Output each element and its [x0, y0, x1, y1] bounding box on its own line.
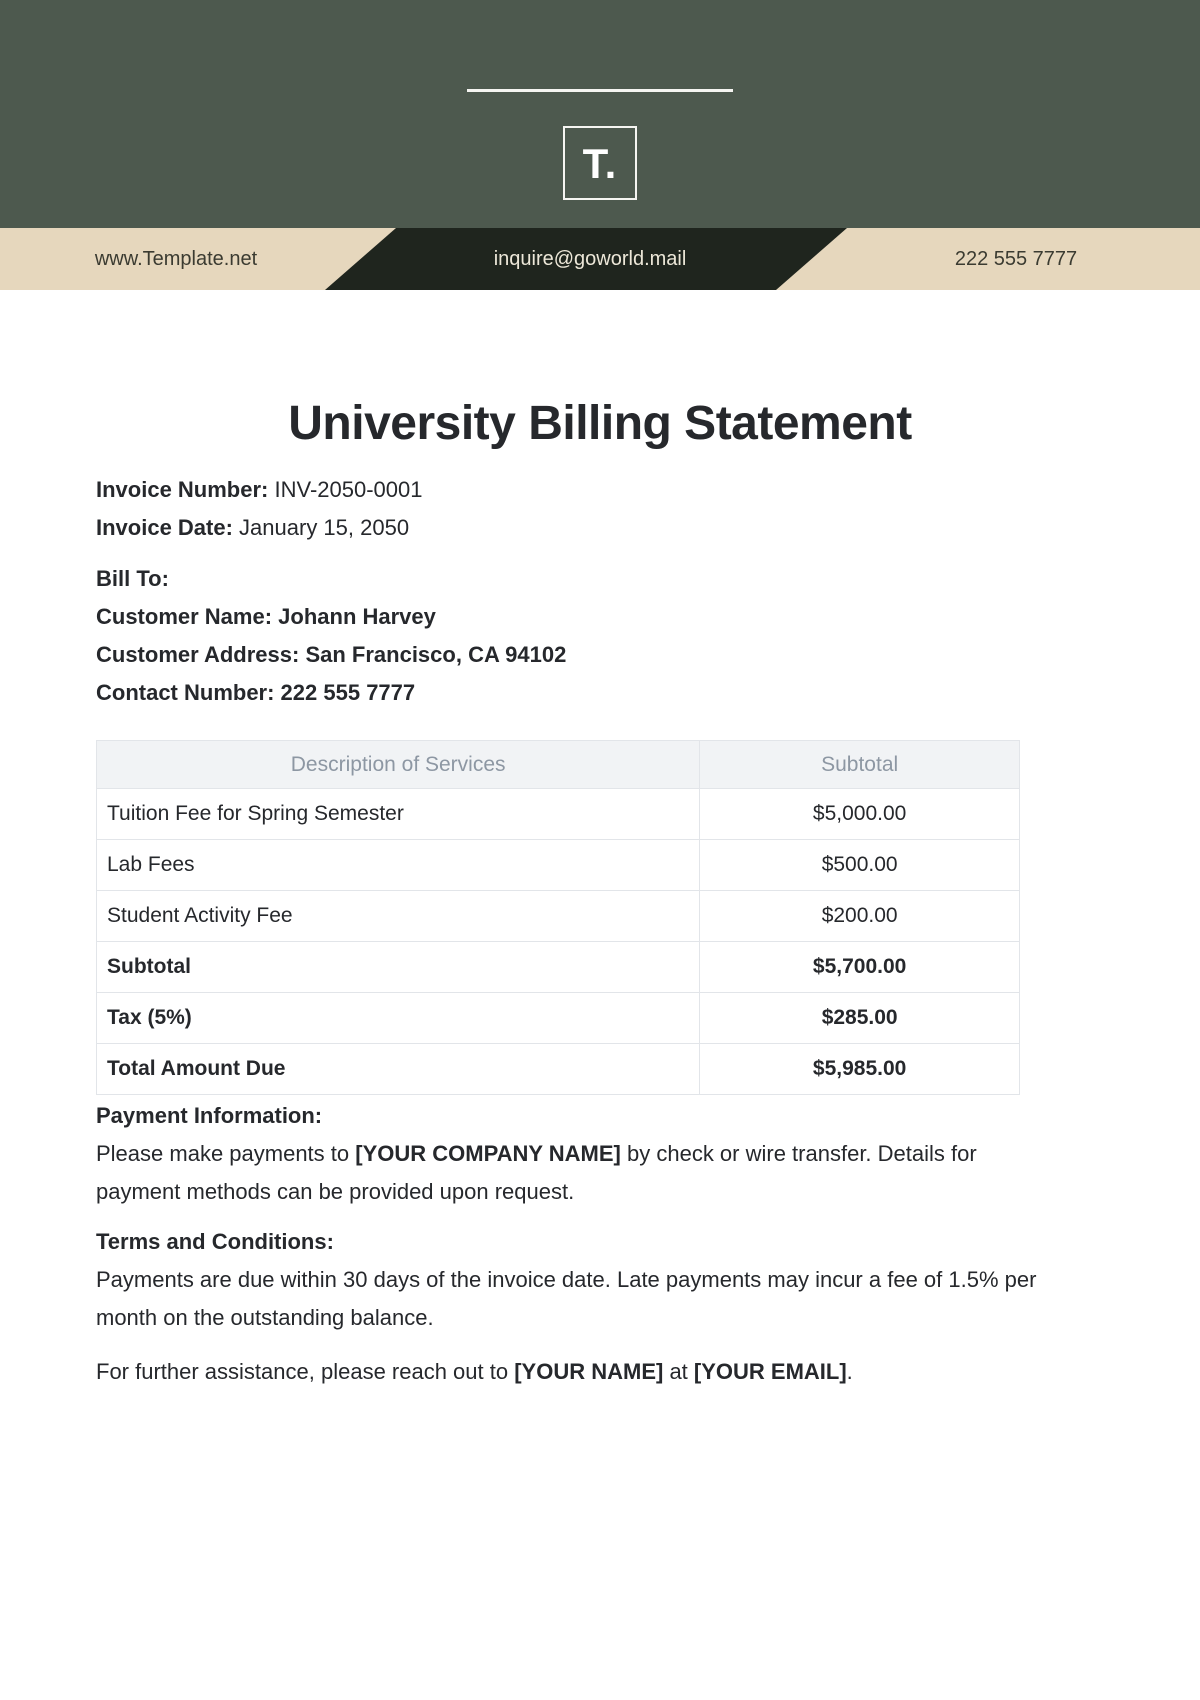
- customer-name-line: [96, 598, 1096, 636]
- col-header-subtotal: Subtotal: [700, 741, 1020, 789]
- contact-bar: [0, 228, 1200, 290]
- phone-text: 222 555 7777: [954, 248, 1078, 270]
- text-segment: INV-2050-0001: [268, 477, 423, 502]
- text-segment: Customer Address: San Francisco, CA 94102: [96, 642, 567, 667]
- table-row: [97, 1044, 1020, 1095]
- terms-paragraph: [96, 1261, 1136, 1337]
- header-band: [0, 0, 1200, 228]
- header-divider-line: [467, 89, 733, 92]
- text-segment: payment methods can be provided upon request.: [96, 1179, 575, 1204]
- text-segment: month on the outstanding balance.: [96, 1305, 434, 1330]
- subtotal-cell: $5,985.00: [700, 1044, 1020, 1095]
- subtotal-cell: $5,700.00: [700, 942, 1020, 993]
- website-text: www.Template.net: [94, 248, 258, 270]
- description-cell: Tuition Fee for Spring Semester: [97, 789, 700, 840]
- table-body: [97, 789, 1020, 1095]
- description-cell: Total Amount Due: [97, 1044, 700, 1095]
- text-segment: Payments are due within 30 days of the invoice date. Late payments may incur a fee of 1.5% per: [96, 1267, 1037, 1292]
- text-segment: Contact Number: 222 555 7777: [96, 680, 416, 705]
- payment-info-heading: Payment Information:: [96, 1103, 323, 1128]
- col-header-description: Description of Services: [97, 741, 700, 789]
- customer-address-line: [96, 636, 1096, 674]
- text-segment: at: [663, 1359, 694, 1384]
- text-segment: by check or wire transfer. Details for: [620, 1141, 977, 1166]
- brand-logo-icon: T.: [582, 140, 618, 187]
- text-segment: January 15, 2050: [232, 515, 410, 540]
- subtotal-cell: $285.00: [700, 993, 1020, 1044]
- description-cell: Lab Fees: [97, 840, 700, 891]
- description-cell: Subtotal: [97, 942, 700, 993]
- invoice-info-block: [96, 471, 1096, 712]
- table-row: [97, 993, 1020, 1044]
- text-segment: .: [846, 1359, 853, 1384]
- invoice-date-line: [96, 509, 1096, 547]
- contact-number-line: [96, 674, 1096, 712]
- subtotal-cell: $200.00: [700, 891, 1020, 942]
- subtotal-cell: $500.00: [700, 840, 1020, 891]
- email-text: inquire@goworld.mail: [493, 248, 687, 270]
- invoice-number-line: [96, 471, 1096, 509]
- text-segment: For further assistance, please reach out to: [96, 1359, 515, 1384]
- table-row: [97, 789, 1020, 840]
- text-segment: [YOUR COMPANY NAME]: [355, 1141, 621, 1166]
- page-title: University Billing Statement: [288, 397, 912, 450]
- table-header-row: [97, 741, 1020, 789]
- text-segment: [YOUR NAME]: [514, 1359, 664, 1384]
- bill-to-line: [96, 560, 1096, 598]
- table-row: [97, 942, 1020, 993]
- closing-line: [96, 1353, 1136, 1391]
- text-segment: Please make payments to: [96, 1141, 356, 1166]
- charges-table: [96, 740, 1020, 1095]
- text-segment: [YOUR EMAIL]: [693, 1359, 847, 1384]
- text-segment: Bill To:: [96, 566, 169, 591]
- terms-heading: Terms and Conditions:: [96, 1229, 334, 1254]
- brand-logo: [563, 126, 637, 200]
- notes-section: [96, 1097, 1136, 1391]
- description-cell: Tax (5%): [97, 993, 700, 1044]
- subtotal-cell: $5,000.00: [700, 789, 1020, 840]
- table-row: [97, 891, 1020, 942]
- text-segment: Invoice Date:: [96, 515, 233, 540]
- text-segment: Invoice Number:: [96, 477, 269, 502]
- payment-info-paragraph: [96, 1135, 1136, 1211]
- description-cell: Student Activity Fee: [97, 891, 700, 942]
- text-segment: Customer Name: Johann Harvey: [96, 604, 436, 629]
- table-row: [97, 840, 1020, 891]
